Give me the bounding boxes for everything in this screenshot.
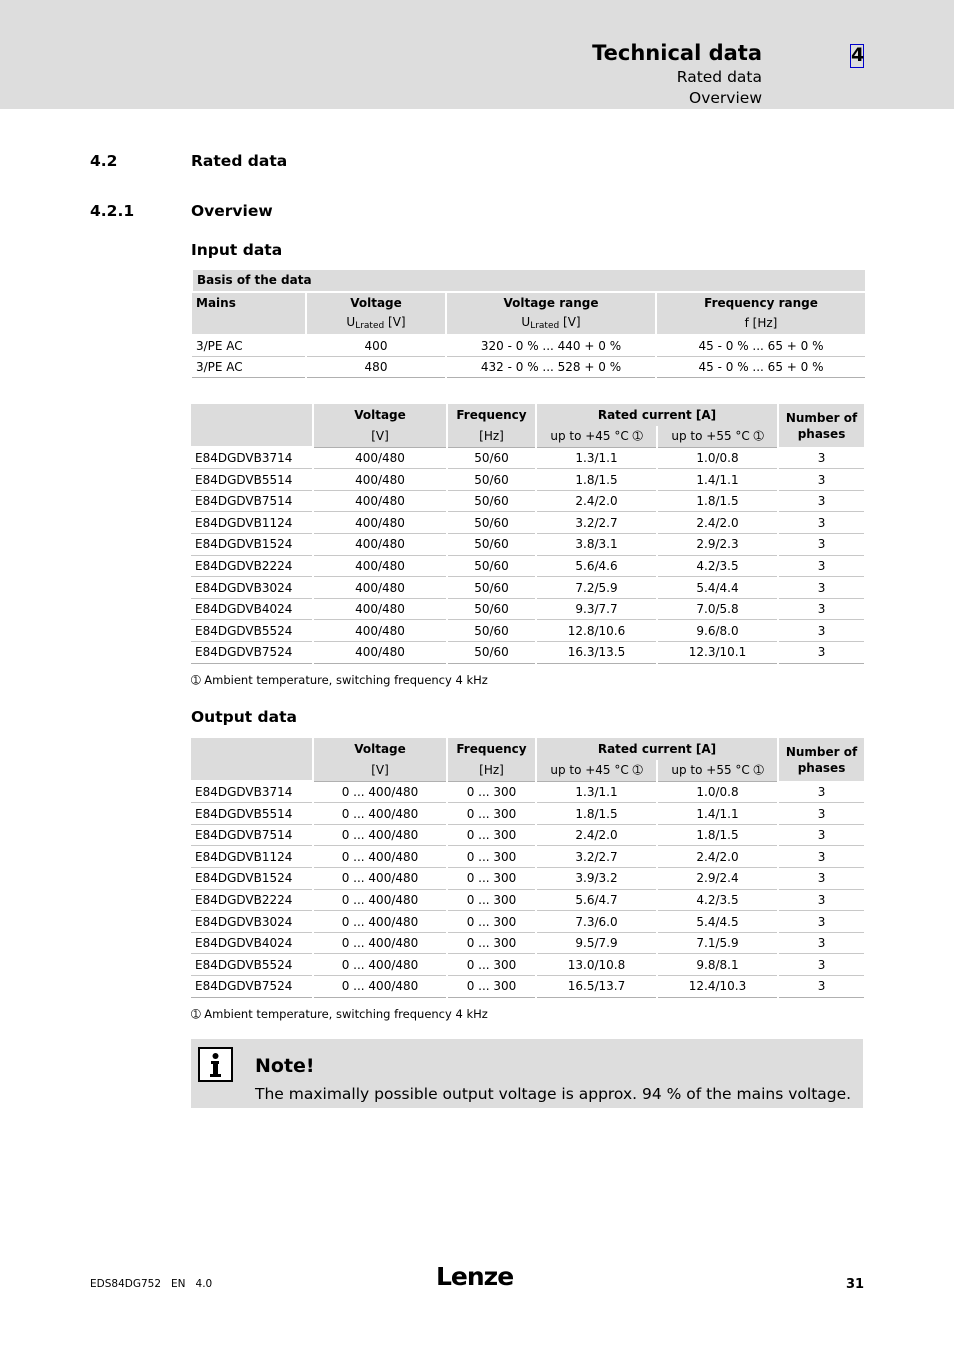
table-row bbox=[191, 868, 864, 890]
note-box bbox=[191, 1039, 863, 1108]
value-cell: 5.6/4.6 bbox=[536, 555, 657, 577]
table-row bbox=[191, 976, 864, 998]
section-title: Rated data bbox=[191, 152, 288, 170]
table-row: 3/PE AC 400 320 - 0 % ... 440 + 0 % 45 - 0 % ... 65 + 0 % bbox=[192, 335, 865, 357]
value-cell: 1.0/0.8 bbox=[657, 447, 778, 469]
value-cell: 12.8/10.6 bbox=[536, 620, 657, 642]
value-cell: 3 bbox=[778, 447, 864, 469]
value-cell: 0 ... 400/480 bbox=[313, 932, 447, 954]
unit-cell: [V] bbox=[313, 426, 447, 448]
value-cell: 16.5/13.7 bbox=[536, 976, 657, 998]
model-cell: E84DGDVB7514 bbox=[191, 824, 313, 846]
header-subtitle-2: Overview bbox=[689, 89, 762, 107]
col-header: Mains bbox=[192, 292, 306, 314]
value-cell: 9.5/7.9 bbox=[536, 932, 657, 954]
model-cell: E84DGDVB5514 bbox=[191, 469, 313, 491]
col-header: Voltage bbox=[313, 404, 447, 426]
table-row bbox=[191, 598, 864, 620]
value-cell: 2.4/2.0 bbox=[657, 846, 778, 868]
col-header: Frequency bbox=[447, 738, 536, 760]
model-cell: E84DGDVB1124 bbox=[191, 512, 313, 534]
header-subtitle-1: Rated data bbox=[676, 68, 762, 86]
value-cell: 400/480 bbox=[313, 469, 447, 491]
section-number: 4.2 bbox=[90, 152, 118, 170]
value-cell: 3 bbox=[778, 781, 864, 803]
value-cell: 2.4/2.0 bbox=[657, 512, 778, 534]
value-cell: 1.8/1.5 bbox=[536, 803, 657, 825]
col-header: Number of phases bbox=[778, 738, 864, 781]
unit-cell: up to +55 °C ➀ bbox=[657, 426, 778, 448]
chapter-link[interactable]: 4 bbox=[851, 44, 865, 66]
value-cell: 9.3/7.7 bbox=[536, 598, 657, 620]
value-cell: 50/60 bbox=[447, 598, 536, 620]
value-cell: 1.3/1.1 bbox=[536, 447, 657, 469]
value-cell: 0 ... 300 bbox=[447, 932, 536, 954]
value-cell: 0 ... 300 bbox=[447, 846, 536, 868]
value-cell: 0 ... 400/480 bbox=[313, 803, 447, 825]
model-cell: E84DGDVB4024 bbox=[191, 598, 313, 620]
table-row bbox=[191, 620, 864, 642]
value-cell: 3 bbox=[778, 824, 864, 846]
value-cell: 2.9/2.4 bbox=[657, 868, 778, 890]
unit-cell: up to +45 °C ➀ bbox=[536, 760, 657, 782]
value-cell: 9.6/8.0 bbox=[657, 620, 778, 642]
model-cell: E84DGDVB3714 bbox=[191, 781, 313, 803]
table-row bbox=[191, 846, 864, 868]
value-cell: 1.8/1.5 bbox=[536, 469, 657, 491]
note-text: The maximally possible output voltage is approx. 94 % of the mains voltage. bbox=[255, 1085, 852, 1103]
table-row bbox=[191, 954, 864, 976]
output-data-heading: Output data bbox=[191, 708, 297, 726]
value-cell: 7.1/5.9 bbox=[657, 932, 778, 954]
table-row bbox=[191, 555, 864, 577]
value-cell: 50/60 bbox=[447, 642, 536, 664]
unit-cell: [Hz] bbox=[447, 426, 536, 448]
value-cell: 4.2/3.5 bbox=[657, 889, 778, 911]
value-cell: 400/480 bbox=[313, 620, 447, 642]
col-header: Rated current [A] bbox=[536, 738, 778, 760]
unit-cell: $U_{Lrated}$ [V] bbox=[446, 313, 656, 335]
value-cell: 0 ... 400/480 bbox=[313, 781, 447, 803]
value-cell: 400/480 bbox=[313, 642, 447, 664]
table-row bbox=[191, 803, 864, 825]
value-cell: 1.8/1.5 bbox=[657, 824, 778, 846]
value-cell: 50/60 bbox=[447, 555, 536, 577]
model-cell: E84DGDVB5514 bbox=[191, 803, 313, 825]
value-cell: 13.0/10.8 bbox=[536, 954, 657, 976]
basis-table bbox=[191, 270, 865, 378]
value-cell: 5.4/4.5 bbox=[657, 911, 778, 933]
table-row bbox=[191, 577, 864, 599]
value-cell: 50/60 bbox=[447, 534, 536, 556]
value-cell: 400/480 bbox=[313, 447, 447, 469]
input-footnote: ➀ Ambient temperature, switching frequency 4 kHz bbox=[191, 673, 488, 687]
unit-cell bbox=[192, 313, 306, 335]
table-row bbox=[191, 490, 864, 512]
value-cell: 0 ... 300 bbox=[447, 803, 536, 825]
unit-cell: $U_{Lrated}$ [V] bbox=[306, 313, 446, 335]
value-cell: 5.4/4.4 bbox=[657, 577, 778, 599]
value-cell: 3 bbox=[778, 954, 864, 976]
value-cell: 3 bbox=[778, 555, 864, 577]
model-cell: E84DGDVB1524 bbox=[191, 534, 313, 556]
value-cell: 3 bbox=[778, 577, 864, 599]
model-cell: E84DGDVB7524 bbox=[191, 976, 313, 998]
basis-caption: Basis of the data bbox=[192, 270, 865, 292]
col-header: Rated current [A] bbox=[536, 404, 778, 426]
model-cell: E84DGDVB5524 bbox=[191, 954, 313, 976]
value-cell: 0 ... 300 bbox=[447, 889, 536, 911]
value-cell: 9.8/8.1 bbox=[657, 954, 778, 976]
value-cell: 0 ... 300 bbox=[447, 824, 536, 846]
value-cell: 1.4/1.1 bbox=[657, 803, 778, 825]
table-row bbox=[191, 512, 864, 534]
value-cell: 2.4/2.0 bbox=[536, 490, 657, 512]
value-cell: 3 bbox=[778, 469, 864, 491]
value-cell: 3 bbox=[778, 846, 864, 868]
value-cell: 0 ... 400/480 bbox=[313, 824, 447, 846]
value-cell: 16.3/13.5 bbox=[536, 642, 657, 664]
col-header: Voltage bbox=[313, 738, 447, 760]
value-cell: 0 ... 300 bbox=[447, 781, 536, 803]
table-row bbox=[191, 642, 864, 664]
value-cell: 400/480 bbox=[313, 512, 447, 534]
value-cell: 3 bbox=[778, 803, 864, 825]
value-cell: 1.3/1.1 bbox=[536, 781, 657, 803]
unit-cell: [Hz] bbox=[447, 760, 536, 782]
value-cell: 3.2/2.7 bbox=[536, 512, 657, 534]
col-header: Voltage bbox=[306, 292, 446, 314]
value-cell: 50/60 bbox=[447, 512, 536, 534]
value-cell: 3 bbox=[778, 490, 864, 512]
value-cell: 1.4/1.1 bbox=[657, 469, 778, 491]
value-cell: 0 ... 300 bbox=[447, 976, 536, 998]
value-cell: 400/480 bbox=[313, 490, 447, 512]
subsection-title: Overview bbox=[191, 202, 273, 220]
table-row bbox=[191, 447, 864, 469]
value-cell: 50/60 bbox=[447, 447, 536, 469]
value-cell: 3 bbox=[778, 976, 864, 998]
value-cell: 3 bbox=[778, 868, 864, 890]
value-cell: 400/480 bbox=[313, 577, 447, 599]
value-cell: 0 ... 400/480 bbox=[313, 889, 447, 911]
value-cell: 3 bbox=[778, 642, 864, 664]
output-footnote: ➀ Ambient temperature, switching frequency 4 kHz bbox=[191, 1007, 488, 1021]
value-cell: 2.9/2.3 bbox=[657, 534, 778, 556]
unit-cell: up to +45 °C ➀ bbox=[536, 426, 657, 448]
value-cell: 1.8/1.5 bbox=[657, 490, 778, 512]
value-cell: 50/60 bbox=[447, 490, 536, 512]
value-cell: 0 ... 400/480 bbox=[313, 976, 447, 998]
input-data-table bbox=[191, 404, 864, 664]
input-data-heading: Input data bbox=[191, 241, 283, 259]
value-cell: 400/480 bbox=[313, 598, 447, 620]
value-cell: 0 ... 300 bbox=[447, 911, 536, 933]
table-row: 3/PE AC 480 432 - 0 % ... 528 + 0 % 45 - 0 % ... 65 + 0 % bbox=[192, 356, 865, 378]
value-cell: 0 ... 400/480 bbox=[313, 846, 447, 868]
header-title: Technical data bbox=[592, 41, 762, 65]
value-cell: 12.4/10.3 bbox=[657, 976, 778, 998]
page-number: 31 bbox=[846, 1277, 865, 1292]
info-icon bbox=[198, 1047, 233, 1082]
value-cell: 2.4/2.0 bbox=[536, 824, 657, 846]
value-cell: 3 bbox=[778, 911, 864, 933]
note-title: Note! bbox=[255, 1055, 315, 1077]
footer-doc-id: EDS84DG752 EN 4.0 bbox=[90, 1278, 213, 1290]
value-cell: 4.2/3.5 bbox=[657, 555, 778, 577]
model-cell: E84DGDVB1124 bbox=[191, 846, 313, 868]
model-cell: E84DGDVB1524 bbox=[191, 868, 313, 890]
col-header: Frequency range bbox=[656, 292, 865, 314]
value-cell: 5.6/4.7 bbox=[536, 889, 657, 911]
unit-cell: up to +55 °C ➀ bbox=[657, 760, 778, 782]
unit-cell: [V] bbox=[313, 760, 447, 782]
value-cell: 3 bbox=[778, 598, 864, 620]
col-header: Number of phases bbox=[778, 404, 864, 447]
model-cell: E84DGDVB5524 bbox=[191, 620, 313, 642]
value-cell: 3 bbox=[778, 512, 864, 534]
value-cell: 3 bbox=[778, 889, 864, 911]
value-cell: 50/60 bbox=[447, 620, 536, 642]
value-cell: 3.9/3.2 bbox=[536, 868, 657, 890]
output-data-table bbox=[191, 738, 864, 998]
value-cell: 7.3/6.0 bbox=[536, 911, 657, 933]
col-header: Frequency bbox=[447, 404, 536, 426]
value-cell: 3.2/2.7 bbox=[536, 846, 657, 868]
value-cell: 3.8/3.1 bbox=[536, 534, 657, 556]
value-cell: 50/60 bbox=[447, 469, 536, 491]
value-cell: 3 bbox=[778, 534, 864, 556]
value-cell: 3 bbox=[778, 932, 864, 954]
model-cell: E84DGDVB3024 bbox=[191, 577, 313, 599]
value-cell: 50/60 bbox=[447, 577, 536, 599]
value-cell: 7.2/5.9 bbox=[536, 577, 657, 599]
model-cell: E84DGDVB3714 bbox=[191, 447, 313, 469]
table-row bbox=[191, 911, 864, 933]
model-cell: E84DGDVB2224 bbox=[191, 555, 313, 577]
value-cell: 7.0/5.8 bbox=[657, 598, 778, 620]
table-row bbox=[191, 469, 864, 491]
value-cell: 1.0/0.8 bbox=[657, 781, 778, 803]
model-cell: E84DGDVB7524 bbox=[191, 642, 313, 664]
table-row bbox=[191, 932, 864, 954]
value-cell: 0 ... 400/480 bbox=[313, 954, 447, 976]
header-band bbox=[0, 0, 954, 109]
value-cell: 12.3/10.1 bbox=[657, 642, 778, 664]
value-cell: 400/480 bbox=[313, 534, 447, 556]
table-row bbox=[191, 781, 864, 803]
unit-cell: f [Hz] bbox=[656, 313, 865, 335]
value-cell: 0 ... 400/480 bbox=[313, 868, 447, 890]
model-cell: E84DGDVB7514 bbox=[191, 490, 313, 512]
model-cell: E84DGDVB4024 bbox=[191, 932, 313, 954]
brand-logo: Lenze bbox=[436, 1262, 514, 1291]
value-cell: 0 ... 300 bbox=[447, 868, 536, 890]
value-cell: 400/480 bbox=[313, 555, 447, 577]
subsection-number: 4.2.1 bbox=[90, 202, 135, 220]
table-row bbox=[191, 824, 864, 846]
model-cell: E84DGDVB2224 bbox=[191, 889, 313, 911]
value-cell: 0 ... 400/480 bbox=[313, 911, 447, 933]
value-cell: 0 ... 300 bbox=[447, 954, 536, 976]
col-header: Voltage range bbox=[446, 292, 656, 314]
table-row bbox=[191, 534, 864, 556]
table-row bbox=[191, 889, 864, 911]
value-cell: 3 bbox=[778, 620, 864, 642]
model-cell: E84DGDVB3024 bbox=[191, 911, 313, 933]
